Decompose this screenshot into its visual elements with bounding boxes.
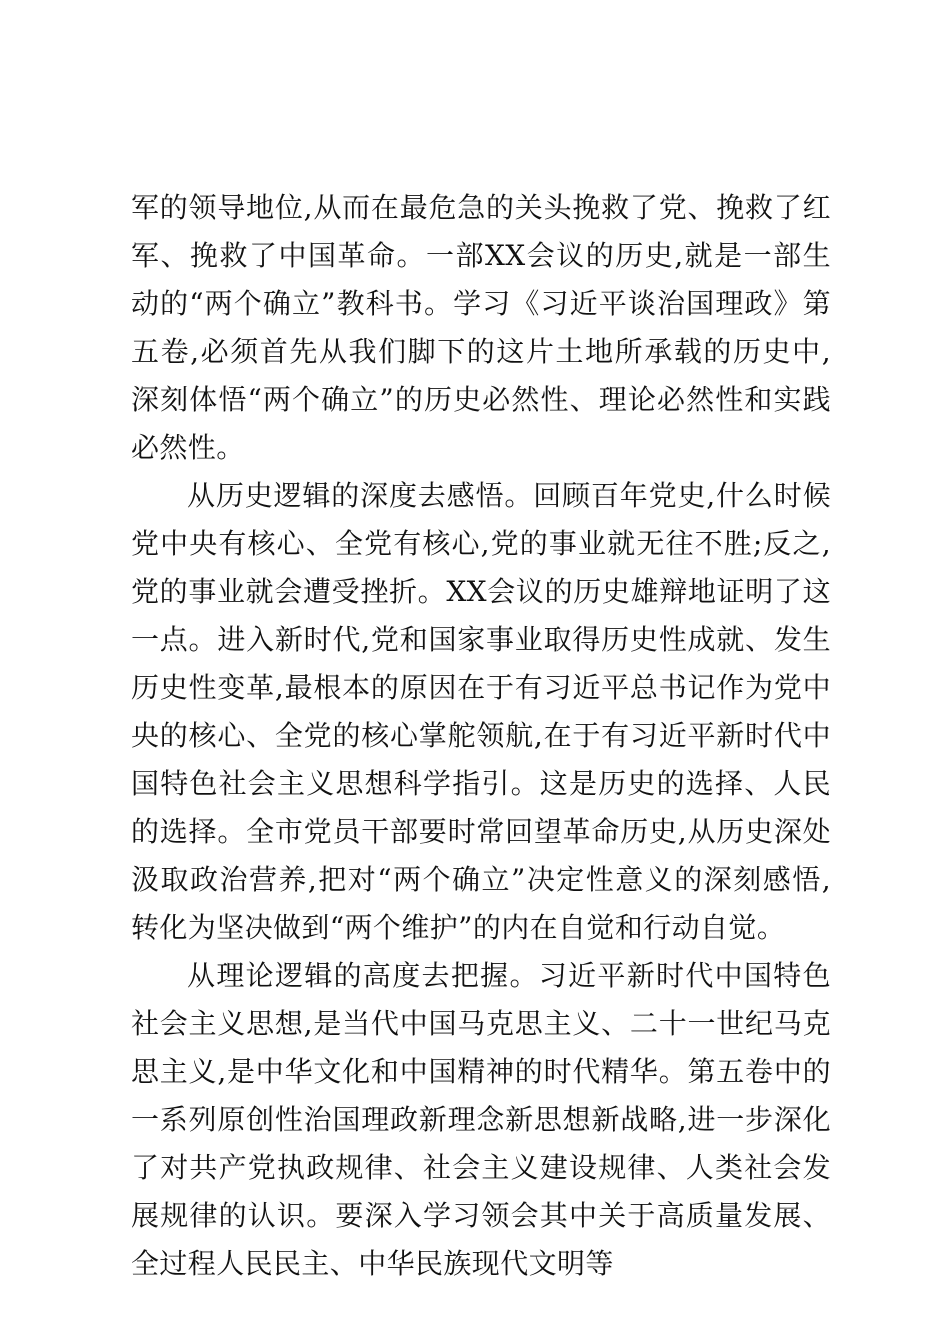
paragraph-continuation: 军的领导地位,从而在最危急的关头挽救了党、挽救了红军、挽救了中国革命。一部XX会议的历史,就是一部生动的“两个确立”教科书。学习《习近平谈治国理政》第五卷,必须首先从我们脚下的这片土地所承载的历史中,深刻体悟“两个确立”的历史必然性、理论必然性和实践必然性。 bbox=[131, 191, 831, 464]
paragraph-theoretical-logic: 从理论逻辑的高度去把握。习近平新时代中国特色社会主义思想,是当代中国马克思主义、二十一世纪马克思主义,是中华文化和中国精神的时代精华。第五卷中的一系列原创性治国理政新理念新思想新战略,进一步深化了对共产党执政规律、社会主义建设规律、人类社会发展规律的认识。要深入学习领会其中关于高质量发展、全过程人民民主、中华民族现代文明等 bbox=[131, 959, 831, 1280]
document-body bbox=[131, 184, 831, 1288]
paragraph-historical-logic: 从历史逻辑的深度去感悟。回顾百年党史,什么时候党中央有核心、全党有核心,党的事业就无往不胜;反之,党的事业就会遭受挫折。XX会议的历史雄辩地证明了这一点。进入新时代,党和国家事业取得历史性成就、发生历史性变革,最根本的原因在于有习近平总书记作为党中央的核心、全党的核心掌舵领航,在于有习近平新时代中国特色社会主义思想科学指引。这是历史的选择、人民的选择。全市党员干部要时常回望革命历史,从历史深处汲取政治营养,把对“两个确立”决定性意义的深刻感悟,转化为坚决做到“两个维护”的内在自觉和行动自觉。 bbox=[131, 479, 831, 944]
